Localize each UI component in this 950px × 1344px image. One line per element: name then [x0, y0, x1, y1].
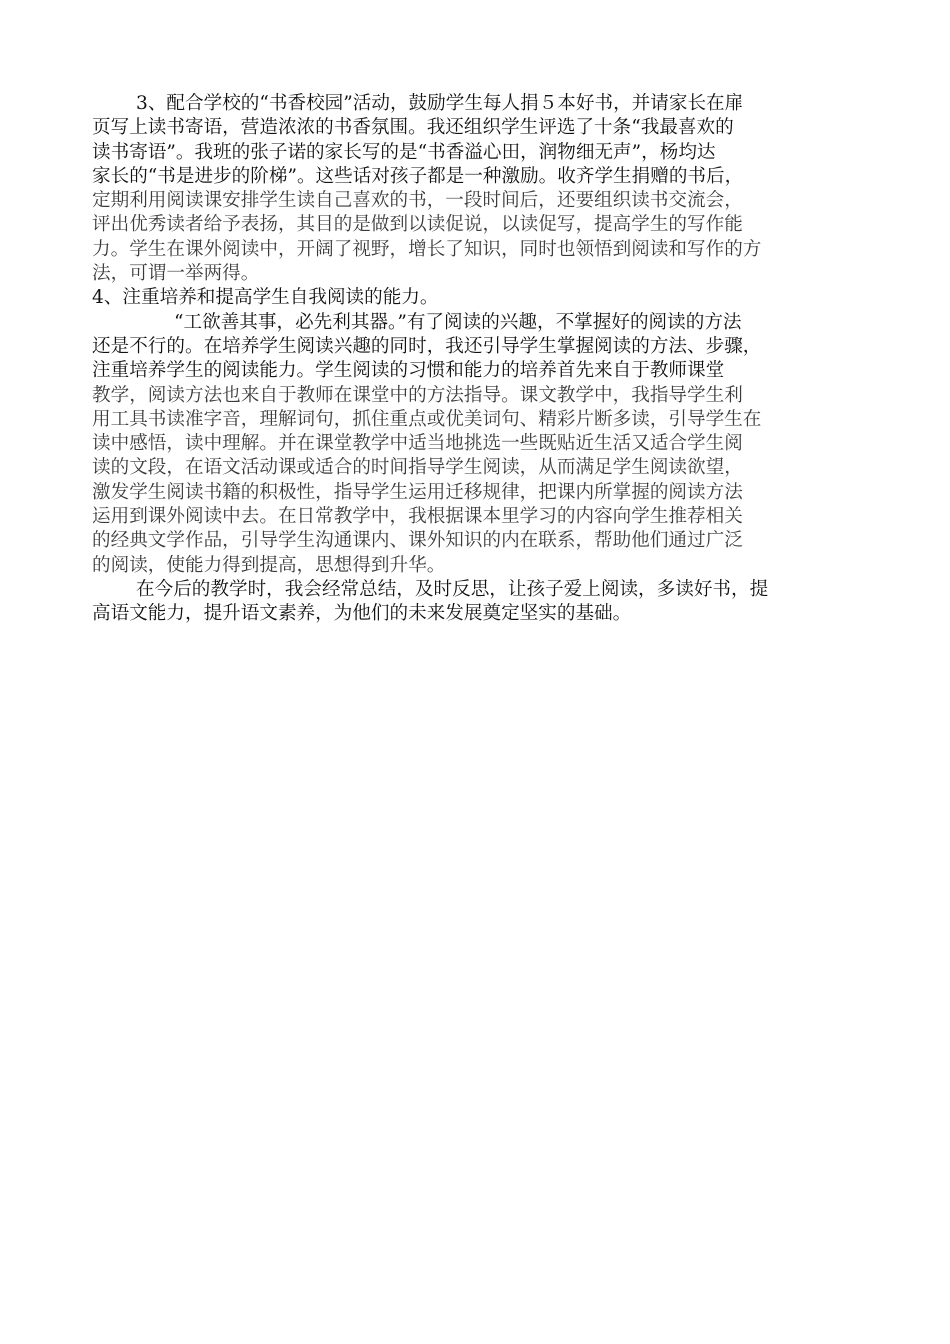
text-line: 的阅读，使能力得到提高，思想得到升华。: [92, 554, 446, 576]
text-line: 4、注重培养和提高学生自我阅读的能力。: [92, 287, 439, 309]
paragraph-conclusion: [92, 578, 862, 627]
text-line: 定期利用阅读课安排学生读自己喜欢的书，一段时间后，还要组织读书交流会，: [92, 190, 743, 212]
text-line: 页写上读书寄语，营造浓浓的书香氛围。我还组织学生评选了十条“我最喜欢的: [92, 117, 734, 139]
text-line: 读书寄语”。我班的张子诺的家长写的是“书香溢心田，润物细无声”，杨均达: [92, 141, 716, 163]
paragraph-reading-methods: [92, 311, 862, 578]
document-page: [92, 92, 862, 627]
paragraph-book-donation: [92, 92, 862, 286]
text-line: 激发学生阅读书籍的积极性，指导学生运用迁移规律，把课内所掌握的阅读方法: [92, 481, 743, 503]
text-line: 高语文能力，提升语文素养，为他们的未来发展奠定坚实的基础。: [92, 603, 632, 625]
text-line: 还是不行的。在培养学生阅读兴趣的同时，我还引导学生掌握阅读的方法、步骤，: [92, 335, 762, 357]
text-line: 3、配合学校的“书香校园”活动，鼓励学生每人捐５本好书，并请家长在扉: [136, 93, 744, 114]
section-heading-reading-ability: [92, 286, 862, 310]
text-line: 读中感悟，读中理解。并在课堂教学中适当地挑选一些既贴近生活又适合学生阅: [92, 433, 743, 455]
text-line: 在今后的教学时，我会经常总结，及时反思，让孩子爱上阅读，多读好书，提: [136, 578, 769, 600]
text-line: 的经典文学作品，引导学生沟通课内、课外知识的内在联系，帮助他们通过广泛: [92, 530, 743, 552]
text-line: 力。学生在课外阅读中，开阔了视野，增长了知识，同时也领悟到阅读和写作的方: [92, 238, 762, 260]
text-line: 读的文段，在语文活动课或适合的时间指导学生阅读，从而满足学生阅读欲望，: [92, 457, 743, 479]
text-line: 评出优秀读者给予表扬，其目的是做到以读促说，以读促写，提高学生的写作能: [92, 214, 743, 236]
text-line: 用工具书读准字音，理解词句，抓住重点或优美词句、精彩片断多读，引导学生在: [92, 408, 762, 430]
text-line: 家长的“书是进步的阶梯”。这些话对孩子都是一种激励。收齐学生捐赠的书后，: [92, 165, 744, 187]
text-line: 注重培养学生的阅读能力。学生阅读的习惯和能力的培养首先来自于教师课堂: [92, 360, 725, 382]
text-line: 运用到课外阅读中去。在日常教学中，我根据课本里学习的内容向学生推荐相关: [92, 506, 743, 528]
text-line: 教学，阅读方法也来自于教师在课堂中的方法指导。课文教学中，我指导学生利: [92, 384, 743, 406]
text-line: “工欲善其事，必先利其器。”有了阅读的兴趣，不掌握好的阅读的方法: [174, 311, 742, 333]
text-line: 法，可谓一举两得。: [92, 263, 260, 285]
